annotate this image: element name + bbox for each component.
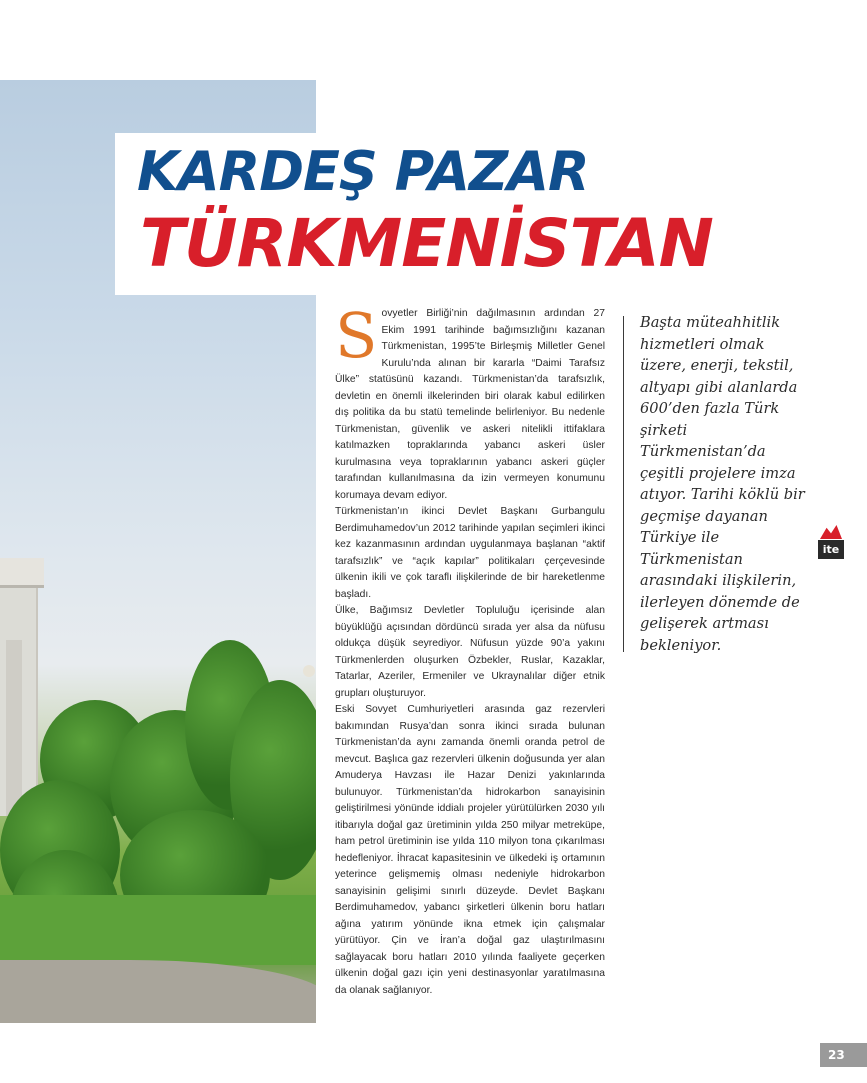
- lamp-icon: [303, 665, 315, 677]
- headline-line-1: KARDEŞ PAZAR: [137, 140, 589, 203]
- flame-logo-icon: [818, 525, 844, 559]
- paragraph-1: [335, 299, 605, 504]
- paragraph-3: Ülke, Bağımsız Devletler Topluluğu içerisinde alan büyüklüğü açısından dördüncü sırada yer alsa da nüfusu oldukça düşük seyrediyor. Nüfusun yüzde 90’a yakını Türkmenlerden oluşurken Özbekler, Ruslar, Kazaklar, Tatarlar, Azeriler, Ermeniler ve Ukraynalılar diğer etnik grupları oluşturuyor.: [335, 605, 605, 699]
- paragraph-1-text: ovyetler Birliği’nin dağılmasının ardından 27 Ekim 1991 tarihinde bağımsızlığını kazanan Türkmenistan, 1995’te Birleşmiş Milletler Genel Kurulu’nda alınan bir kararla “Daimi Tarafsız Ülke” statüsünü kazandı. Türkmenistan’da tarafsızlık, devletin en önemli ilkelerinden biri olarak kabul edilirken dış politika da bu statü temelinde belirleniyor. Bu nedenle Türkmenistan, güvenlik ve askeri nitelikli ittifaklara katılmazken topraklarında yabancı askeri üsler kurulmasına veya topraklarının yabancı askeri güçler tarafından kullanılmasına da izin vermeyen konumunu korumaya devam ediyor.: [335, 308, 605, 501]
- drop-cap: S: [335, 299, 378, 372]
- paragraph-2: Türkmenistan’ın ikinci Devlet Başkanı Gurbangulu Berdimuhamedov’un 2012 tarihinde yapılan seçimleri ikinci kez kazanmasının ardından uygulanmaya başlanan “aktif tarafsızlık” ve “açık kapılar” politikaları çerçevesinde ülkenin ikili ve çok taraflı ilişkilerinde de bir hareketlenme başladı.: [335, 506, 605, 600]
- page-number: 23: [820, 1043, 867, 1067]
- walkway: [0, 960, 316, 1023]
- logo-text: ite: [818, 540, 844, 559]
- paragraph-4: Eski Sovyet Cumhuriyetleri arasında gaz rezervleri bakımından Rusya’dan sonra ikinci sırada bulunan Türkmenistan’da aynı zamanda önemli oranda petrol de mevcut. Başlıca gaz rezervleri ülkenin doğusunda yer alan Amuderya Havzası ile Hazar Denizi yakınlarında bulunuyor. Türkmenistan’da hidrokarbon sanayisinin geliştirilmesi yönünde iddialı projeler yürütülürken 2030 yılı itibarıyla doğal gaz üretiminin yılda 250 milyar metreküpe, ham petrol üretiminin ise yılda 110 milyon tona çıkarılması hedefleniyor. İhracat kapasitesinin ve ülkedeki iş ortamının yeterince gelişmemiş olması nedeniyle hidrokarbon sanayisinin gelişimi sınırlı düzeyde. Devlet Başkanı Berdimuhamedov, yabancı şirketleri ülkenin boru hatları ağına yatırım yönünde ikna etmek için çalışmalar yürütüyor. Çin ve İran’a doğal gaz ulaştırılmasını sağlayacak boru hatları 2010 yılında faaliyete geçerken ülkenin doğal gazı için yeni destinasyonlar yaratılmasına da olanak sağlanıyor.: [335, 704, 605, 996]
- headline-line-2: TÜRKMENİSTAN: [140, 205, 713, 282]
- lawn: [0, 895, 316, 965]
- flame-icon: [820, 525, 842, 539]
- article-body: [335, 299, 605, 999]
- building-column: [6, 640, 22, 816]
- quote-divider: [623, 316, 624, 652]
- pull-quote: Başta müteahhitlik hizmetleri olmak üzere, enerji, tekstil, altyapı gibi alanlarda 600’den fazla Türk şirketi Türkmenistan’da çeşitli projelere imza atıyor. Tarihi köklü bir geçmişe dayanan Türkiye ile Türkmenistan arasındaki ilişkilerin, ilerleyen dönemde de gelişerek artması bekleniyor.: [640, 314, 805, 654]
- building-tower-cap: [0, 558, 44, 588]
